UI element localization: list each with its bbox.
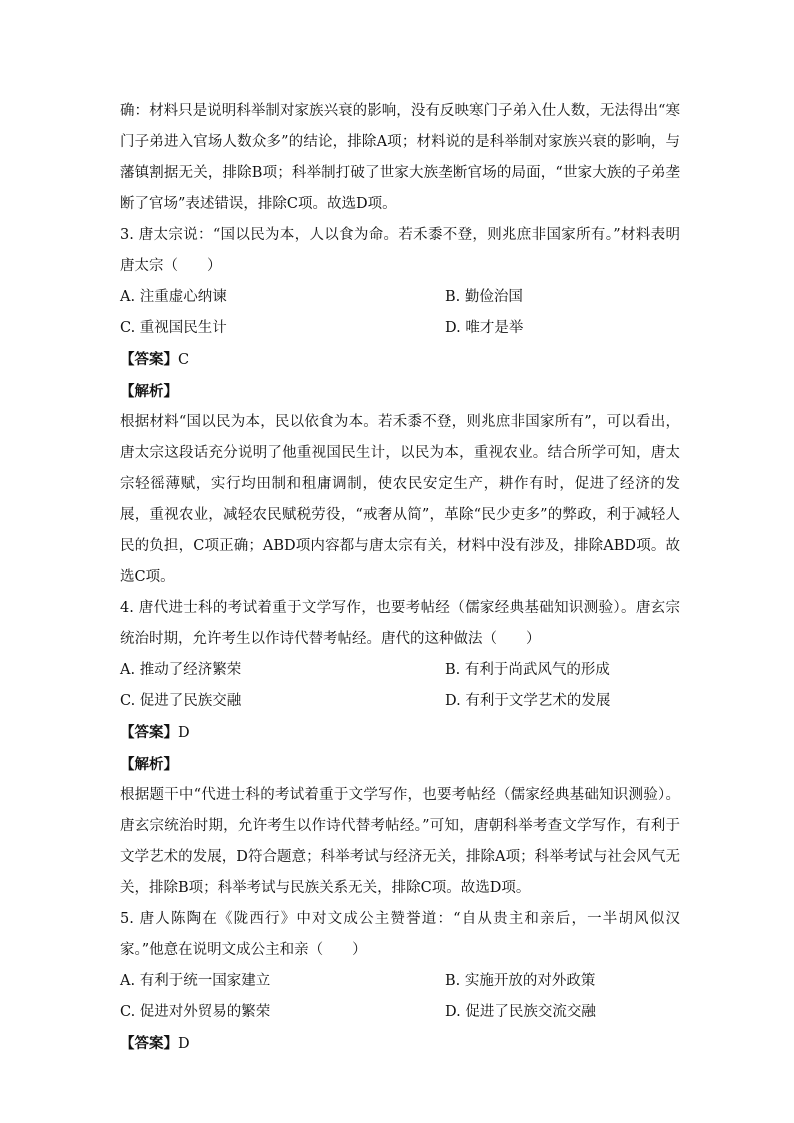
answer-value: D: [178, 1036, 190, 1052]
q4-option-b[interactable]: B. 有利于尚武风气的形成: [445, 662, 610, 678]
q5-option-b[interactable]: B. 实施开放的对外政策: [445, 973, 596, 989]
question-5-answer: [120, 1028, 680, 1060]
answer-label: 【答案】: [120, 724, 178, 741]
document-page: [120, 96, 680, 1060]
q5-option-d[interactable]: D. 促进了民族交流交融: [445, 1004, 596, 1020]
intro-paragraph: 确：材料只是说明科举制对家族兴衰的影响，没有反映寒门子弟入仕人数，无法得出“寒门子弟进入官场人数众多”的结论，排除A项；材料说的是科举制对家族兴衰的影响，与藩镇割据无关，排除B项；科举制打破了世家大族垄断官场的局面，“世家大族的子弟垄断了官场”表述错误，排除C项。故选D项。: [120, 103, 680, 212]
question-5-stem: 5. 唐人陈陶在《陇西行》中对文成公主赞誉道：“自从贵主和亲后，一半胡风似汉家。”他意在说明文成公主和亲（ ）: [120, 911, 680, 958]
question-5-options: [120, 966, 680, 1028]
q4-option-a[interactable]: A. 推动了经济繁荣: [120, 662, 242, 678]
answer-label: 【答案】: [120, 1035, 178, 1052]
question-3-stem: 3. 唐太宗说：“国以民为本，人以食为命。若禾黍不登，则兆庶非国家所有。”材料表明唐太宗（ ）: [120, 227, 680, 274]
q3-option-d[interactable]: D. 唯才是举: [445, 320, 524, 336]
q5-option-c[interactable]: C. 促进对外贸易的繁荣: [120, 1004, 271, 1020]
q3-option-b[interactable]: B. 勤俭治国: [445, 289, 523, 305]
question-3-analysis-label: 【解析】: [120, 383, 178, 400]
answer-value: C: [178, 352, 190, 368]
question-4-analysis-label: 【解析】: [120, 756, 178, 773]
answer-value: D: [178, 725, 190, 741]
question-3-analysis: 根据材料“国以民为本，民以依食为本。若禾黍不登，则兆庶非国家所有”，可以看出，唐太宗这段话充分说明了他重视国民生计，以民为本，重视农业。结合所学可知，唐太宗轻徭薄赋，实行均田制和租庸调制，使农民安定生产，耕作有时，促进了经济的发展，重视农业，减轻农民赋税劳役，“戒奢从简”，革除“民少吏多”的弊政，利于减轻人民的负担，C项正确；ABD项内容都与唐太宗有关，材料中没有涉及，排除ABD项。故选C项。: [120, 414, 680, 585]
question-4-options: [120, 655, 680, 717]
question-4-stem: 4. 唐代进士科的考试着重于文学写作，也要考帖经（儒家经典基础知识测验）。唐玄宗统治时期，允许考生以作诗代替考帖经。唐代的这种做法（ ）: [120, 600, 680, 647]
q4-option-c[interactable]: C. 促进了民族交融: [120, 693, 242, 709]
q3-option-c[interactable]: C. 重视国民生计: [120, 320, 227, 336]
q4-option-d[interactable]: D. 有利于文学艺术的发展: [445, 693, 611, 709]
question-4-answer: [120, 717, 680, 749]
question-3-answer: [120, 344, 680, 376]
question-4-analysis: 根据题干中“代进士科的考试着重于文学写作，也要考帖经（儒家经典基础知识测验）。唐玄宗统治时期，允许考生以作诗代替考帖经。”可知，唐朝科举考查文学写作，有利于文学艺术的发展，D符合题意；科举考试与经济无关，排除A项；科举考试与社会风气无关，排除B项；科举考试与民族关系无关，排除C项。故选D项。: [120, 787, 680, 896]
question-3-options: [120, 282, 680, 344]
q3-option-a[interactable]: A. 注重虚心纳谏: [120, 289, 227, 305]
answer-label: 【答案】: [120, 351, 178, 368]
q5-option-a[interactable]: A. 有利于统一国家建立: [120, 973, 271, 989]
